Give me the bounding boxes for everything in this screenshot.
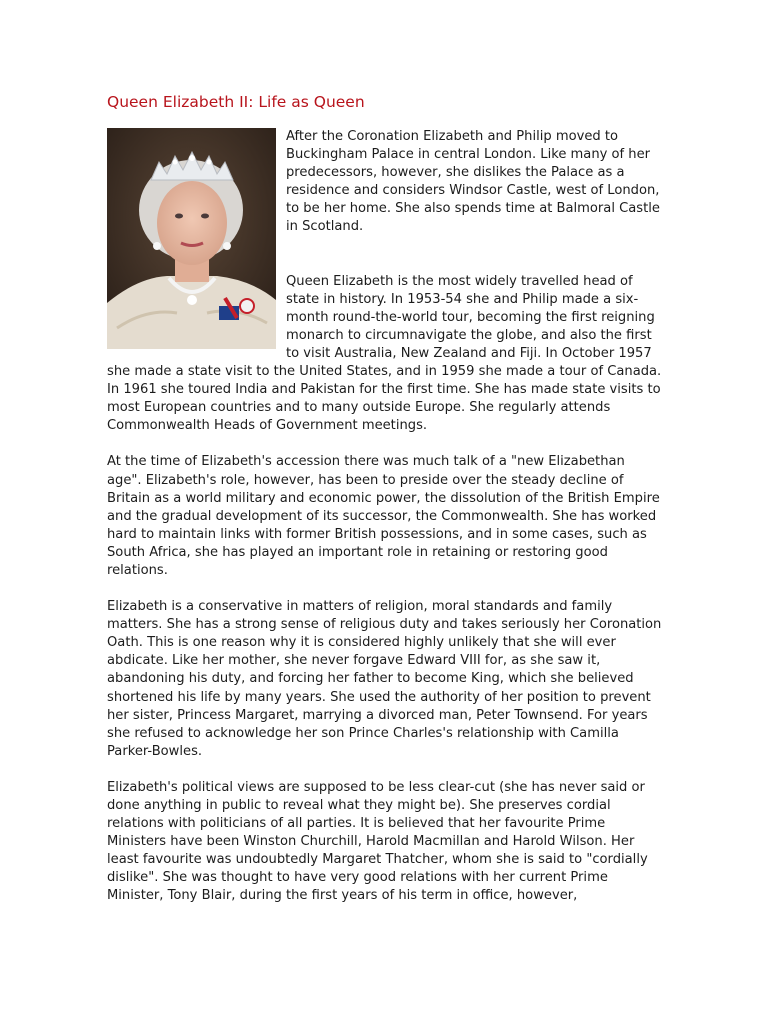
paragraph: At the time of Elizabeth's accession there was much talk of a "new Elizabethan age". Elizabeth's role, however, has been to preside over the steady decline of Britain as a world military and economic power, the dissolution of the British Empire and the gradual development of its successor, the Commonwealth. She has worked hard to maintain links with former British possessions, and in some cases, such as South Africa, she has played an important role in retaining or restoring good relations. [107,454,660,578]
document-page [107,92,663,924]
paragraph: After the Coronation Elizabeth and Philip moved to Buckingham Palace in central London. Like many of her predecessors, however, she dislikes the Palace as a residence and considers Windsor Castle, west of London, to be her home. She also spends time at Balmoral Castle in Scotland. [286,129,660,235]
portrait-illustration [107,128,276,349]
paragraph: Elizabeth is a conservative in matters of religion, moral standards and family matters. She has a strong sense of religious duty and takes seriously her Coronation Oath. This is one reason why it is considered highly unlikely that she will ever abdicate. Like her mother, she never forgave Edward VIII for, as she saw it, abandoning his duty, and forcing her father to become King, which she believed shortened his life by many years. She used the authority of her position to prevent her sister, Princess Margaret, marrying a divorced man, Peter Townsend. For years she refused to acknowledge her son Prince Charles's relationship with Camilla Parker-Bowles. [107,599,662,759]
page-title: Queen Elizabeth II: Life as Queen [107,93,365,111]
paragraph: Queen Elizabeth is the most widely travelled head of state in history. In 1953-54 she and Philip made a six-month round-the-world tour, becoming the first reigning monarch to circumnavigate the globe, and also the first to visit Australia, New Zealand and Fiji. In October 1957 she made a state visit to the United States, and in 1959 she made a tour of Canada. In 1961 she toured India and Pakistan for the first time. She has made state visits to most European countries and to many outside Europe. She regularly attends Commonwealth Heads of Government meetings. [107,273,662,434]
paragraph: Elizabeth's political views are supposed to be less clear-cut (she has never said or done anything in public to reveal what they might be). She preserves cordial relations with politicians of all parties. It is believed that her favourite Prime Ministers have been Winston Churchill, Harold Macmillan and Harold Wilson. Her least favourite was undoubtedly Margaret Thatcher, whom she is said to "cordially dislike". She was thought to have very good relations with her current Prime Minister, Tony Blair, during the first years of his term in office, however, [107,779,648,904]
portrait-photo [107,128,276,349]
